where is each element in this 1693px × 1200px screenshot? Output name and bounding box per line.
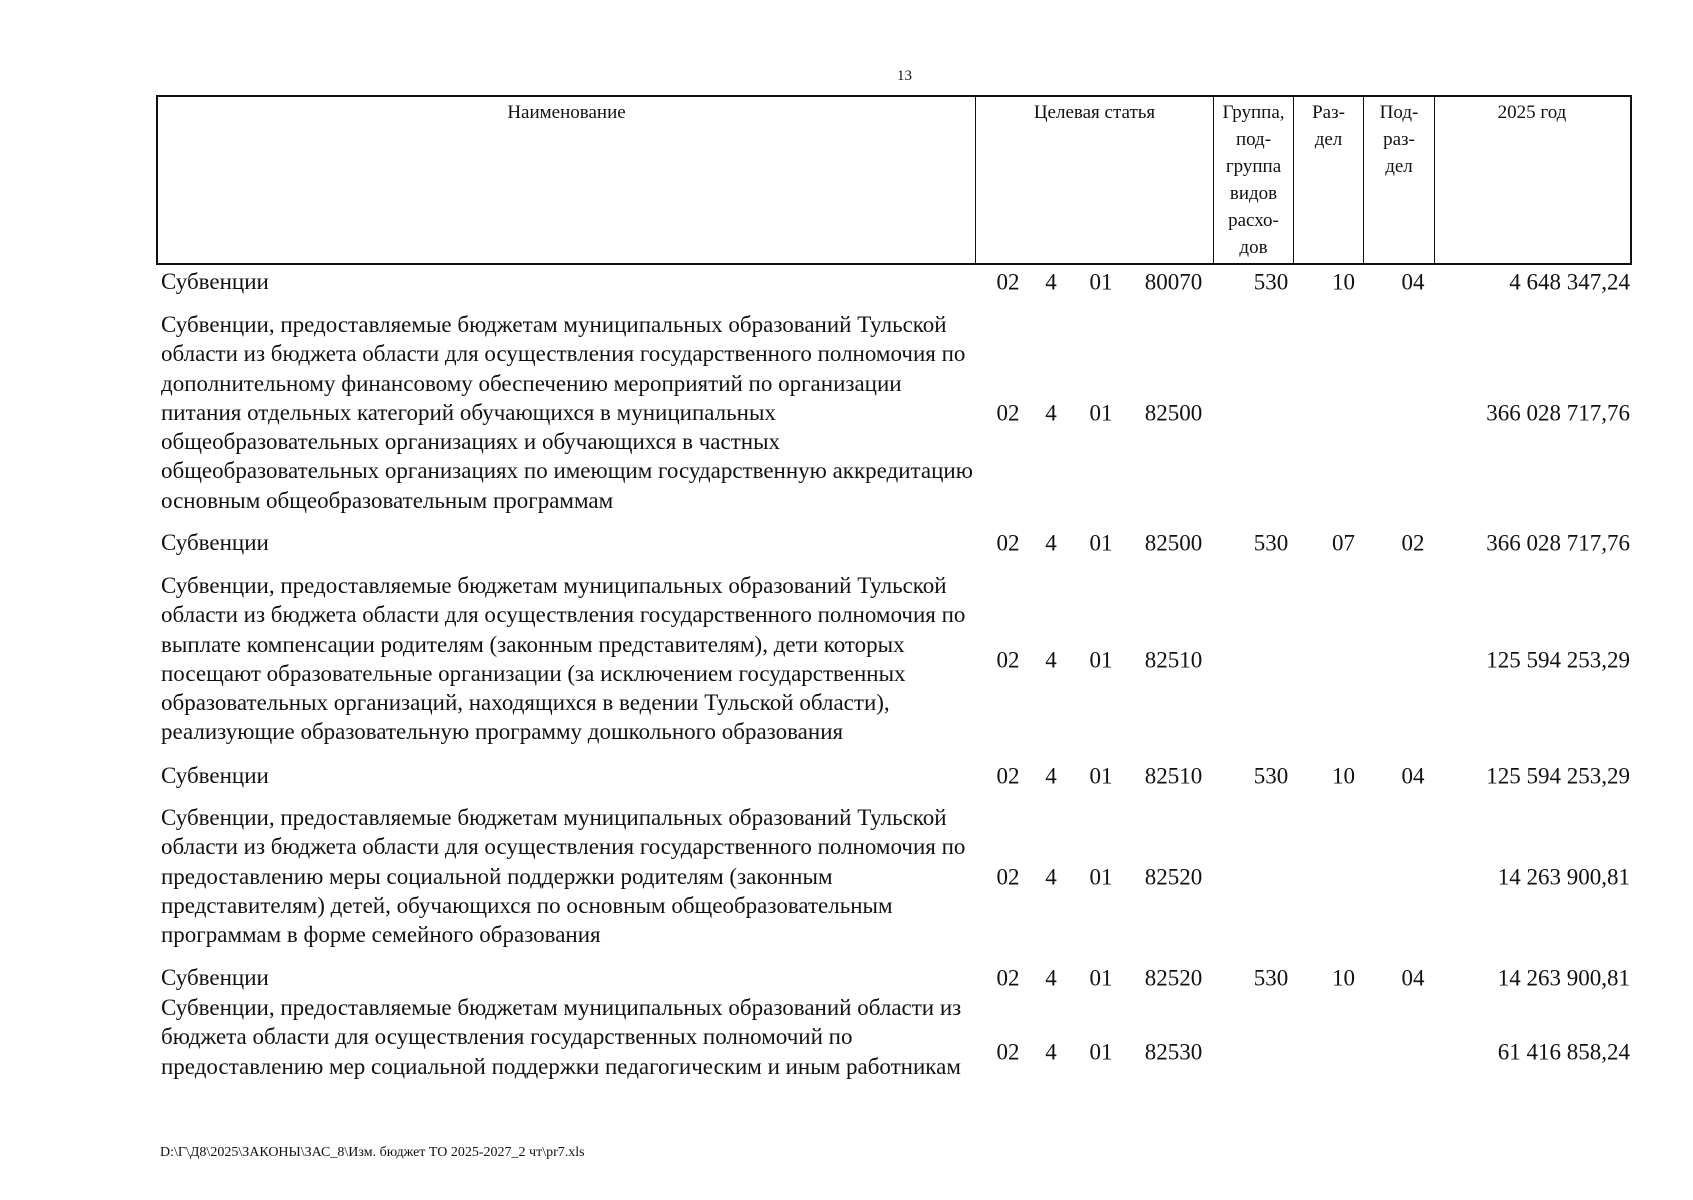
row-code-1: 02	[996, 965, 1020, 991]
row-code-3: 01	[1089, 530, 1113, 556]
header-target-article: Целевая статья	[976, 97, 1214, 263]
row-code-4: 80070	[1144, 269, 1203, 295]
row-group: 530	[1253, 530, 1289, 556]
row-code-3: 01	[1089, 646, 1113, 672]
row-amount: 14 263 900,81	[1497, 864, 1630, 890]
row-group: 530	[1253, 965, 1289, 991]
row-name: Субвенции	[161, 965, 269, 990]
row-amount: 125 594 253,29	[1486, 646, 1630, 672]
header-section: Раз- дел	[1294, 97, 1364, 263]
row-name: Субвенции	[161, 269, 269, 294]
row-code-2: 4	[1045, 1039, 1057, 1065]
row-section: 10	[1332, 965, 1355, 991]
table-row	[156, 310, 1632, 516]
row-amount: 366 028 717,76	[1486, 530, 1630, 556]
row-code-2: 4	[1045, 269, 1057, 295]
row-subsection: 04	[1401, 965, 1425, 991]
row-section: 07	[1332, 530, 1355, 556]
row-code-4: 82530	[1144, 1039, 1203, 1065]
row-subsection: 04	[1401, 269, 1425, 295]
row-code-4: 82500	[1144, 400, 1203, 426]
header-year: 2025 год	[1497, 102, 1567, 123]
row-section: 10	[1332, 763, 1355, 789]
row-code-3: 01	[1089, 400, 1113, 426]
row-subsection: 02	[1401, 530, 1425, 556]
row-code-2: 4	[1045, 763, 1057, 789]
row-code-4: 82510	[1144, 763, 1203, 789]
row-amount: 366 028 717,76	[1486, 400, 1630, 426]
row-code-1: 02	[996, 1039, 1020, 1065]
file-path-footer: D:\Г\Д8\2025\ЗАКОНЫ\ЗАС_8\Изм. бюджет ТО 2025-2027_2 чт\pr7.xls	[160, 1145, 585, 1160]
row-code-2: 4	[1045, 646, 1057, 672]
row-code-1: 02	[996, 269, 1020, 295]
row-code-2: 4	[1045, 864, 1057, 890]
row-name: Субвенции, предоставляемые бюджетам муниципальных образований Тульской области из бюджета области для осуществления государственного полномочия по дополнительному финансовому обеспечению мероприятий по организации питания отдельных категорий обучающихся в муниципальных общеобразовательных организациях и обучающихся в частных общеобразовательных организациях по имеющим государственную аккредитацию основным общеобразовательным программам	[161, 312, 973, 513]
row-code-3: 01	[1089, 1039, 1113, 1065]
budget-table	[156, 95, 1632, 1111]
row-subsection: 04	[1401, 763, 1425, 789]
row-amount: 14 263 900,81	[1497, 965, 1630, 991]
row-code-4: 82520	[1144, 965, 1203, 991]
header-expense-group: Группа, под- группа видов расхо- дов	[1214, 97, 1294, 263]
row-group: 530	[1253, 763, 1289, 789]
row-code-2: 4	[1045, 530, 1057, 556]
row-code-3: 01	[1089, 965, 1113, 991]
table-row	[156, 963, 1632, 993]
table-row	[156, 803, 1632, 951]
header-name: Наименование	[158, 97, 976, 263]
row-code-1: 02	[996, 646, 1020, 672]
table-row	[156, 761, 1632, 791]
table-body	[156, 265, 1632, 1111]
table-header	[156, 95, 1632, 265]
header-subsection: Под- раз- дел	[1364, 97, 1435, 263]
table-row	[156, 571, 1632, 748]
row-name: Субвенции, предоставляемые бюджетам муниципальных образований Тульской области из бюджета области для осуществления государственного полномочия по выплате компенсации родителям (законным представителям), дети которых посещают образовательные организации (за исключением государственных образовательных организаций, находящихся в ведении Тульской области), реализующие образовательную программу дошкольного образования	[161, 573, 966, 745]
row-code-3: 01	[1089, 763, 1113, 789]
row-code-1: 02	[996, 530, 1020, 556]
row-name: Субвенции	[161, 530, 269, 555]
row-code-1: 02	[996, 763, 1020, 789]
row-name: Субвенции	[161, 763, 269, 788]
row-amount: 61 416 858,24	[1497, 1039, 1630, 1065]
row-code-4: 82500	[1144, 530, 1203, 556]
row-group: 530	[1253, 269, 1289, 295]
row-code-2: 4	[1045, 400, 1057, 426]
row-name: Субвенции, предоставляемые бюджетам муниципальных образований Тульской области из бюджета области для осуществления государственного полномочия по предоставлению меры социальной поддержки родителям (законным представителям) детей, обучающихся по основным общеобразовательным программам в форме семейного образования	[161, 805, 966, 948]
row-amount: 4 648 347,24	[1509, 269, 1630, 295]
row-code-3: 01	[1089, 864, 1113, 890]
row-amount: 125 594 253,29	[1486, 763, 1630, 789]
row-name: Субвенции, предоставляемые бюджетам муниципальных образований области из бюджета области для осуществления государственных полномочий по предоставлению мер социальной поддержки педагогическим и иным работникам	[161, 995, 962, 1079]
table-row	[156, 265, 1632, 299]
row-code-4: 82510	[1144, 646, 1203, 672]
row-section: 10	[1332, 269, 1355, 295]
row-code-4: 82520	[1144, 864, 1203, 890]
row-code-1: 02	[996, 864, 1020, 890]
table-row	[156, 993, 1632, 1111]
table-row	[156, 528, 1632, 558]
row-code-2: 4	[1045, 965, 1057, 991]
page-number: 13	[897, 68, 912, 84]
row-code-1: 02	[996, 400, 1020, 426]
row-code-3: 01	[1089, 269, 1113, 295]
